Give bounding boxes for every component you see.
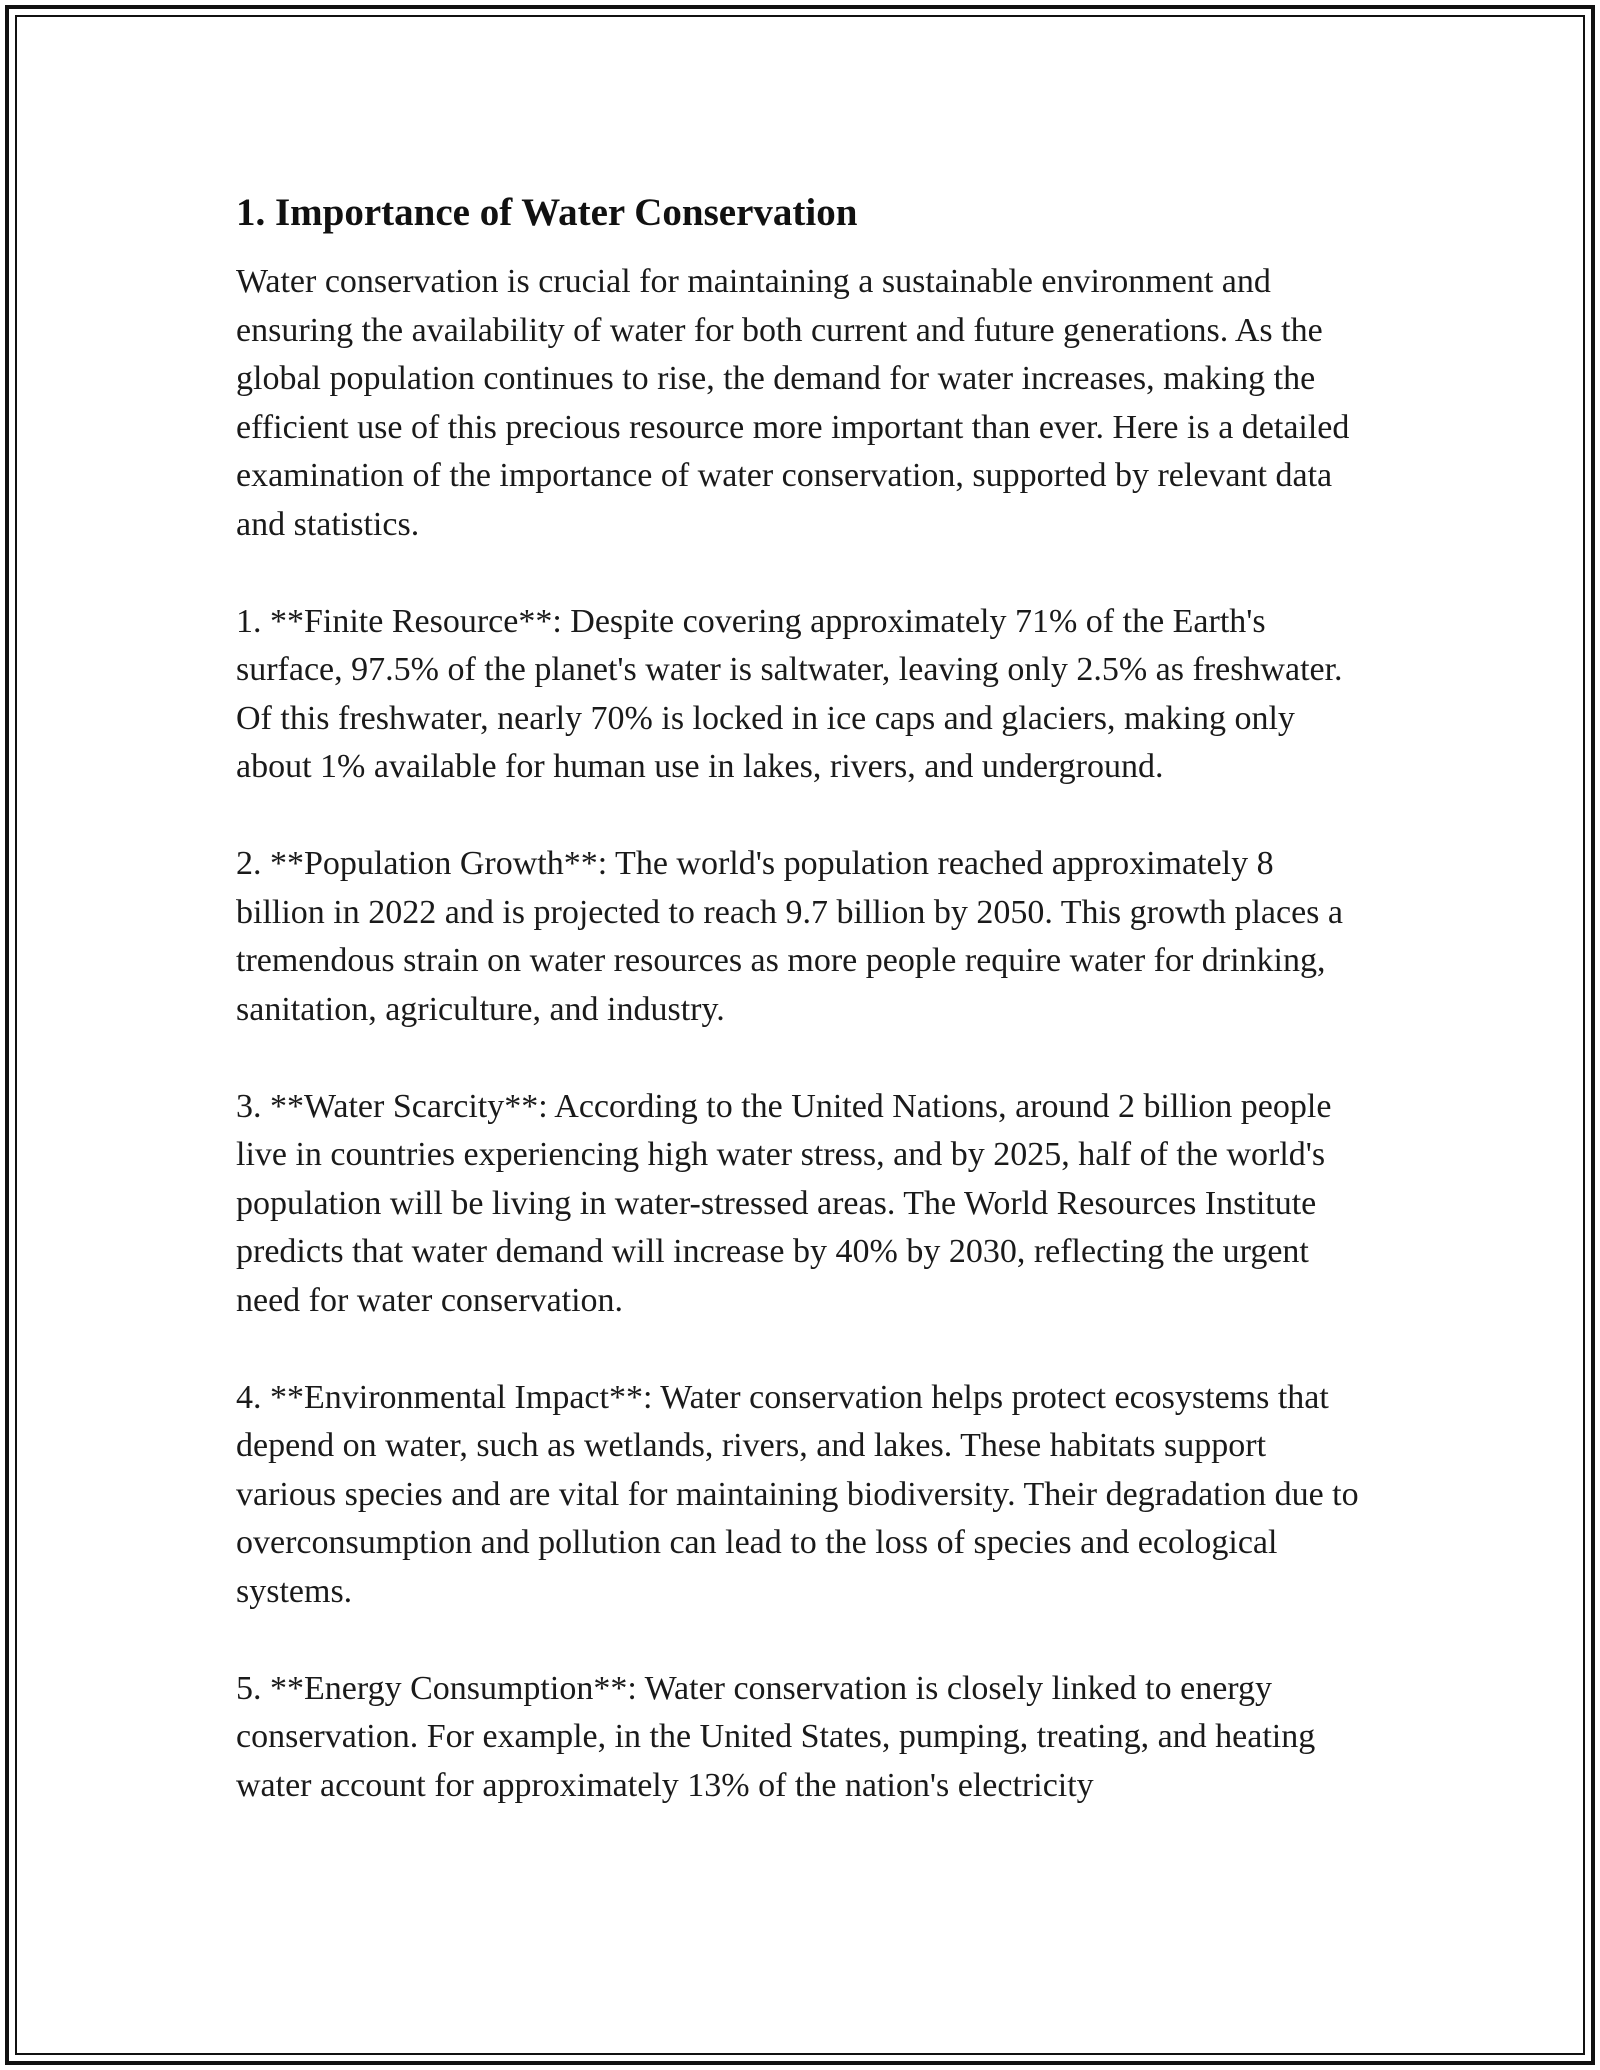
point-finite-resource: 1. **Finite Resource**: Despite covering approximately 71% of the Earth's surface, 97.5% of the planet's water is saltwater, leaving only 2.5% as freshwater. Of this freshwater, nearly 70% is locked in ice caps and glaciers, making only about 1% available for human use in lakes, rivers, and underground.	[236, 602, 1343, 785]
intro-paragraph: Water conservation is crucial for maintaining a sustainable environment and ensuring the availability of water for both current and future generations. As the global population continues to rise, the demand for water increases, making the efficient use of this precious resource more important than ever. Here is a detailed examination of the importance of water conservation, supported by relevant data and statistics.	[236, 263, 1350, 543]
point-environmental-impact: 4. **Environmental Impact**: Water conservation helps protect ecosystems that depend on water, such as wetlands, rivers, and lakes. These habitats support various species and are vital for maintaining biodiversity. Their degradation due to overconsumption and pollution can lead to the loss of species and ecological systems.	[236, 1378, 1359, 1610]
document-body	[236, 186, 1366, 1810]
point-water-scarcity: 3. **Water Scarcity**: According to the United Nations, around 2 billion people live in countries experiencing high water stress, and by 2025, half of the world's population will be living in water-stressed areas. The World Resources Institute predicts that water demand will increase by 40% by 2030, reflecting the urgent need for water conservation.	[236, 1087, 1332, 1319]
point-population-growth: 2. **Population Growth**: The world's population reached approximately 8 billion in 2022 and is projected to reach 9.7 billion by 2050. This growth places a tremendous strain on water resources as more people require water for drinking, sanitation, agriculture, and industry.	[236, 845, 1344, 1028]
section-heading: 1. Importance of Water Conservation	[236, 191, 858, 234]
point-energy-consumption: 5. **Energy Consumption**: Water conservation is closely linked to energy conservation. For example, in the United States, pumping, treating, and heating water account for approximately 13% of the nation's electricity	[236, 1669, 1316, 1804]
